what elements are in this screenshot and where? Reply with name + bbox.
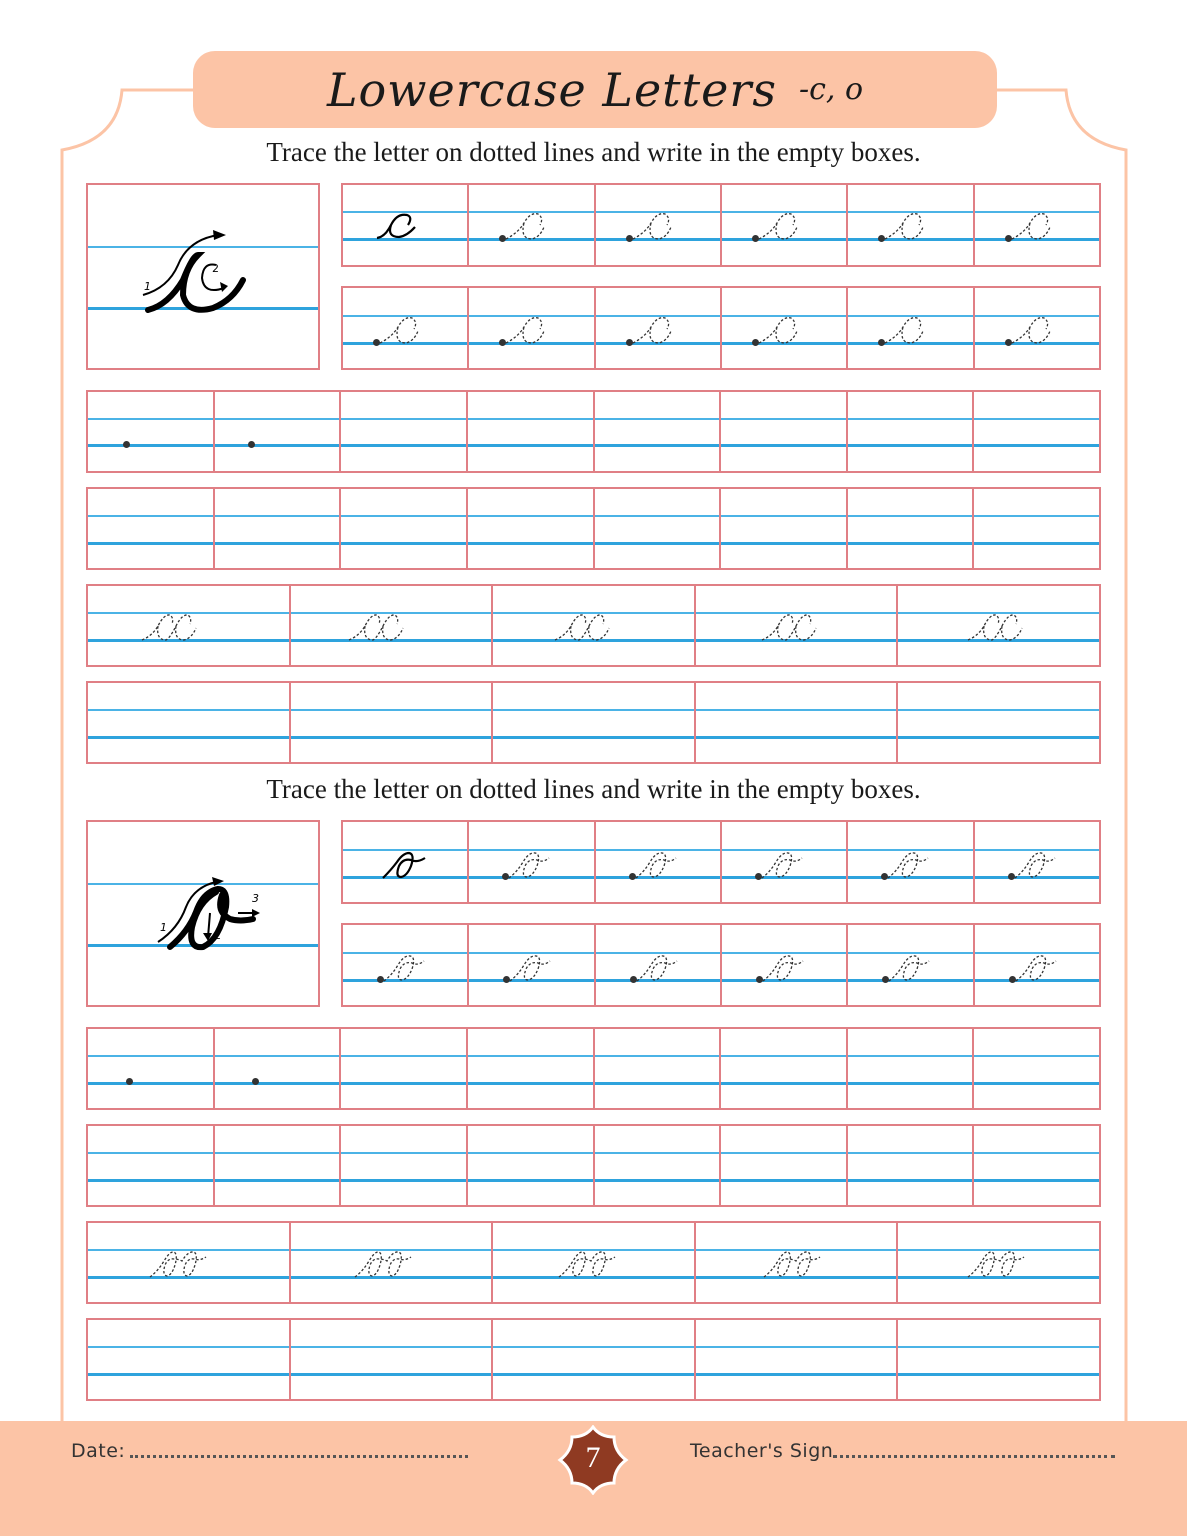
write-cell[interactable] xyxy=(341,1029,468,1108)
trace-row-o-2 xyxy=(341,923,1101,1007)
pair-trace-cell[interactable] xyxy=(696,1223,899,1302)
title-letters: -c, o xyxy=(798,72,864,107)
cursive-o-model-icon xyxy=(381,848,431,880)
dotted-o-icon xyxy=(1013,848,1063,880)
dot-row-c xyxy=(86,390,1101,473)
trace-cell[interactable] xyxy=(596,822,722,902)
dot-row-o xyxy=(86,1027,1101,1110)
date-label: Date: xyxy=(71,1440,126,1462)
dotted-oo-icon xyxy=(353,1247,423,1279)
trace-cell[interactable] xyxy=(722,822,848,902)
svg-text:3: 3 xyxy=(252,892,259,905)
dotted-o-icon xyxy=(1014,951,1064,983)
demo-box-c xyxy=(86,183,320,370)
trace-cell[interactable] xyxy=(343,925,469,1005)
model-cell-c xyxy=(343,185,469,265)
trace-cell[interactable] xyxy=(469,925,595,1005)
pair-trace-cell[interactable] xyxy=(291,586,494,665)
write-cell[interactable] xyxy=(974,392,1099,471)
write-cell[interactable] xyxy=(898,683,1099,762)
dotted-cc-icon xyxy=(760,610,830,642)
dotted-c-icon xyxy=(631,209,681,241)
teacher-sign-label: Teacher's Sign xyxy=(690,1440,834,1462)
write-cell[interactable] xyxy=(898,1320,1099,1399)
trace-cell[interactable] xyxy=(343,288,469,368)
pair-trace-cell[interactable] xyxy=(291,1223,494,1302)
pair-trace-cell[interactable] xyxy=(88,1223,291,1302)
date-field[interactable] xyxy=(130,1455,468,1458)
page-title: Lowercase Letters xyxy=(326,62,777,117)
dotted-o-icon xyxy=(635,951,685,983)
write-cell[interactable] xyxy=(848,489,975,568)
write-cell[interactable] xyxy=(341,489,468,568)
write-cell[interactable] xyxy=(215,1126,342,1205)
write-cell[interactable] xyxy=(215,392,342,471)
write-cell[interactable] xyxy=(468,1029,595,1108)
dotted-o-icon xyxy=(507,848,557,880)
dotted-c-icon xyxy=(378,313,428,345)
pair-empty-row-c xyxy=(86,681,1101,764)
trace-cell[interactable] xyxy=(848,822,974,902)
dotted-o-icon xyxy=(634,848,684,880)
svg-text:2: 2 xyxy=(212,262,219,275)
write-cell[interactable] xyxy=(291,683,494,762)
write-cell[interactable] xyxy=(848,1029,975,1108)
trace-cell[interactable] xyxy=(722,288,848,368)
dotted-oo-icon xyxy=(966,1247,1036,1279)
dotted-o-icon xyxy=(886,848,936,880)
instruction-c: Trace the letter on dotted lines and write in the empty boxes. xyxy=(266,137,921,167)
trace-row-o-1 xyxy=(341,820,1101,904)
trace-cell[interactable] xyxy=(975,185,1099,265)
write-cell[interactable] xyxy=(468,1126,595,1205)
dotted-c-icon xyxy=(883,313,933,345)
trace-cell[interactable] xyxy=(596,288,722,368)
trace-cell[interactable] xyxy=(469,185,595,265)
write-cell[interactable] xyxy=(468,489,595,568)
dotted-c-icon xyxy=(631,313,681,345)
write-cell[interactable] xyxy=(974,1126,1099,1205)
dotted-c-icon xyxy=(504,313,554,345)
pair-trace-row-c xyxy=(86,584,1101,667)
trace-cell[interactable] xyxy=(848,925,974,1005)
dotted-o-icon xyxy=(761,951,811,983)
write-cell[interactable] xyxy=(493,1320,696,1399)
dotted-o-icon xyxy=(382,951,432,983)
title-banner xyxy=(193,51,997,128)
dotted-c-icon xyxy=(883,209,933,241)
write-cell[interactable] xyxy=(974,489,1099,568)
pair-trace-cell[interactable] xyxy=(88,586,291,665)
write-cell[interactable] xyxy=(291,1320,494,1399)
trace-cell[interactable] xyxy=(975,925,1099,1005)
write-cell[interactable] xyxy=(848,392,975,471)
stroke-order-c-icon xyxy=(138,220,258,315)
write-cell[interactable] xyxy=(721,1029,848,1108)
dotted-o-icon xyxy=(887,951,937,983)
write-cell[interactable] xyxy=(595,392,722,471)
svg-text:1: 1 xyxy=(144,280,151,293)
trace-cell[interactable] xyxy=(848,185,974,265)
svg-text:2: 2 xyxy=(214,929,221,942)
trace-cell[interactable] xyxy=(596,925,722,1005)
write-cell[interactable] xyxy=(341,392,468,471)
write-cell[interactable] xyxy=(595,489,722,568)
write-cell[interactable] xyxy=(88,1029,215,1108)
write-cell[interactable] xyxy=(721,1126,848,1205)
write-cell[interactable] xyxy=(468,392,595,471)
dotted-cc-icon xyxy=(347,610,417,642)
write-cell[interactable] xyxy=(88,392,215,471)
pair-trace-cell[interactable] xyxy=(898,586,1099,665)
write-cell[interactable] xyxy=(595,1126,722,1205)
write-cell[interactable] xyxy=(88,1126,215,1205)
write-cell[interactable] xyxy=(696,683,899,762)
write-cell[interactable] xyxy=(88,489,215,568)
dotted-cc-icon xyxy=(140,610,210,642)
page-number: 7 xyxy=(585,1441,601,1474)
trace-cell[interactable] xyxy=(469,822,595,902)
write-cell[interactable] xyxy=(721,489,848,568)
empty-row-o xyxy=(86,1124,1101,1207)
write-cell[interactable] xyxy=(848,1126,975,1205)
trace-row-c-1 xyxy=(341,183,1101,267)
teacher-sign-field[interactable] xyxy=(833,1455,1115,1458)
dotted-c-icon xyxy=(504,209,554,241)
dotted-oo-icon xyxy=(148,1247,218,1279)
model-cell-o xyxy=(343,822,469,902)
cursive-c-model-icon xyxy=(373,209,423,241)
write-cell[interactable] xyxy=(493,683,696,762)
empty-row-c xyxy=(86,487,1101,570)
write-cell[interactable] xyxy=(974,1029,1099,1108)
dotted-cc-icon xyxy=(553,610,623,642)
instruction-o: Trace the letter on dotted lines and write in the empty boxes. xyxy=(266,774,921,804)
pair-trace-cell[interactable] xyxy=(493,586,696,665)
dotted-o-icon xyxy=(760,848,810,880)
trace-cell[interactable] xyxy=(722,925,848,1005)
write-cell[interactable] xyxy=(88,1320,291,1399)
write-cell[interactable] xyxy=(215,489,342,568)
trace-cell[interactable] xyxy=(975,288,1099,368)
pair-empty-row-o xyxy=(86,1318,1101,1401)
trace-cell[interactable] xyxy=(975,822,1099,902)
write-cell[interactable] xyxy=(595,1029,722,1108)
trace-row-c-2 xyxy=(341,286,1101,370)
demo-box-o xyxy=(86,820,320,1007)
dotted-c-icon xyxy=(1010,209,1060,241)
trace-cell[interactable] xyxy=(596,185,722,265)
dotted-cc-icon xyxy=(966,610,1036,642)
pair-trace-row-o xyxy=(86,1221,1101,1304)
pair-trace-cell[interactable] xyxy=(898,1223,1099,1302)
trace-cell[interactable] xyxy=(722,185,848,265)
dotted-oo-icon xyxy=(557,1247,627,1279)
dotted-o-icon xyxy=(508,951,558,983)
dotted-c-icon xyxy=(757,209,807,241)
write-cell[interactable] xyxy=(721,392,848,471)
pair-trace-cell[interactable] xyxy=(493,1223,696,1302)
pair-trace-cell[interactable] xyxy=(696,586,899,665)
dotted-oo-icon xyxy=(762,1247,832,1279)
stroke-order-o-icon xyxy=(148,867,268,952)
write-cell[interactable] xyxy=(341,1126,468,1205)
dotted-c-icon xyxy=(1010,313,1060,345)
write-cell[interactable] xyxy=(215,1029,342,1108)
trace-cell[interactable] xyxy=(848,288,974,368)
dotted-c-icon xyxy=(757,313,807,345)
trace-cell[interactable] xyxy=(469,288,595,368)
write-cell[interactable] xyxy=(88,683,291,762)
write-cell[interactable] xyxy=(696,1320,899,1399)
svg-text:1: 1 xyxy=(160,921,167,934)
